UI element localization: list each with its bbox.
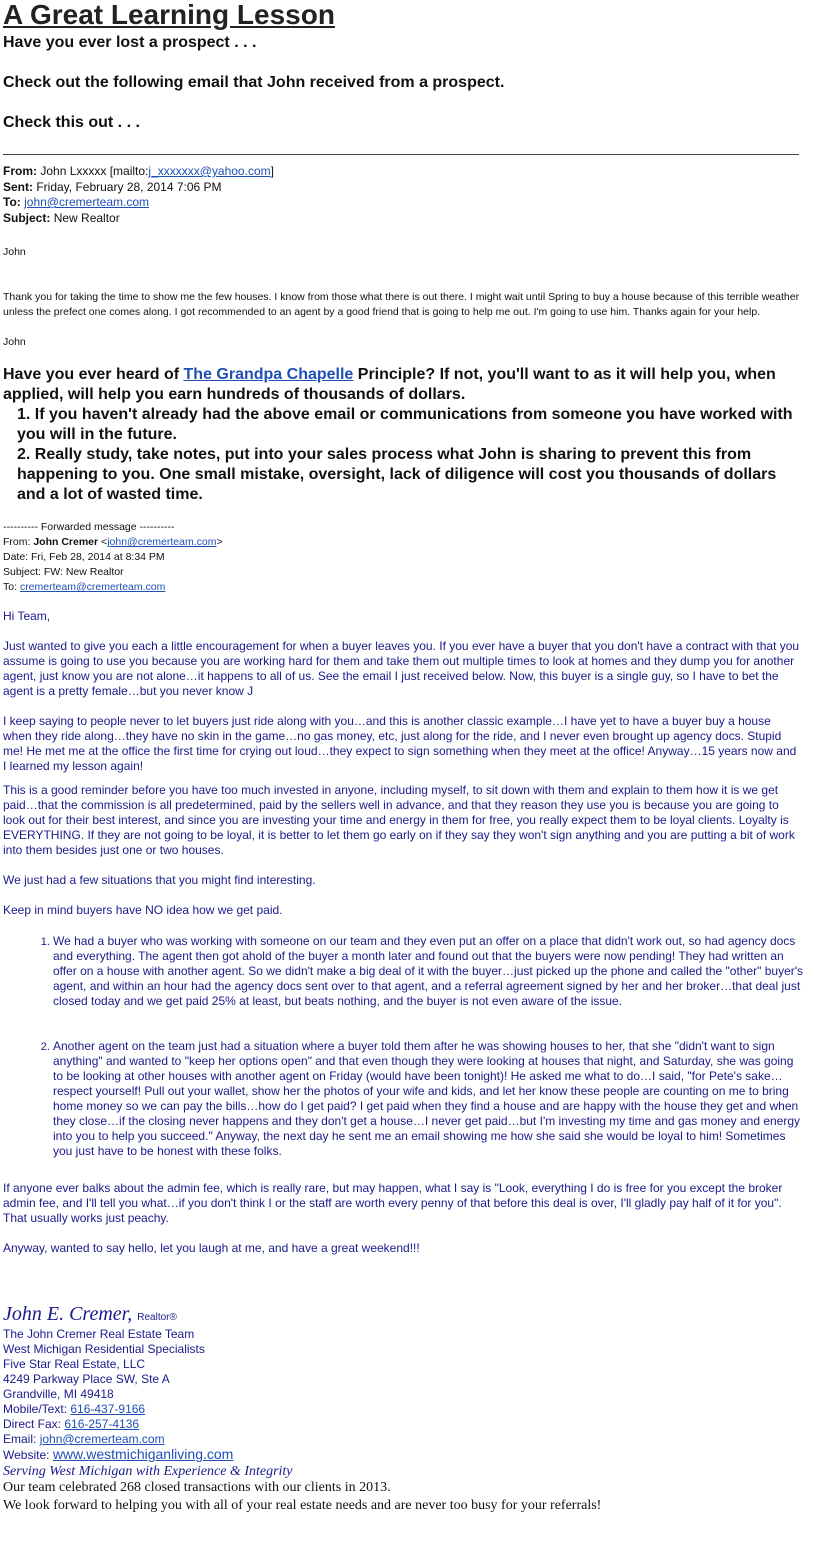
divider (3, 154, 799, 155)
team-paragraph-2: I keep saying to people never to let buyers just ride along with you…and this is another classic example…I have yet to have a buyer buy a house when they ride along…they have no skin in the game…no gas money, etc, just along for the ride, and I never even brought up agency docs. Stupid me! He met me at the office the first time for crying out loud…they expect to sign something when they meet at the office! Anyway…15 years now and I learned my lesson again! (3, 714, 797, 773)
email-body: Thank you for taking the time to show me the few houses. I know from those what there is out there. I might wait until Spring to buy a house because of this terrible weather unless the prefect one comes along. I got recommended to an agent by a good friend that is going to help me out. I'm going to use him. Thanks again for your help. (3, 291, 800, 318)
fwd-to-email-link[interactable]: cremerteam@cremerteam.com (19, 581, 166, 593)
forward-divider: ---------- Forwarded message ---------- (3, 521, 175, 533)
signature-name (3, 1303, 177, 1326)
list-item: 1. We had a buyer who was working with someone on our team and they even put an offer on a place that didn't work out, so had agency docs and everything. The agent then got ahold of the buyer a month later and found out that the buyers were now pending! They had written an offer on a house with another agent. So we didn't make a big deal of it with the buyer…just picked up the phone and called the "other" buyer's agent, and within an hour had the agency docs sent over to that agent, and a referral agreement signed by her and her broker…that deal just closed today and we get paid 25% at least, but beats nothing, and the buyer is not even aware of the issue. (53, 934, 805, 1009)
sig-company: Five Star Real Estate, LLC (3, 1357, 146, 1371)
subject-label: Subject: (3, 210, 51, 225)
sig-email-label: Email: (3, 1432, 40, 1446)
team-paragraph-1: Just wanted to give you each a little encouragement for when a buyer leaves you. If you ever have a buyer that you don't have a contract with that you assume is going to use you because you are working hard for them and take them out multiple times to look at homes and they dump you for another agent, just know you are not alone…it happens to all of us. See the email I just received below. Now, this buyer is a single guy, so I have to bet the agent is a pretty female…but you never know J (3, 639, 800, 698)
sig-team: The John Cremer Real Estate Team (3, 1327, 195, 1341)
team-greeting: Hi Team, (3, 609, 51, 623)
sig-address-2: Grandville, MI 49418 (3, 1387, 114, 1401)
fwd-from-label: From: (3, 536, 34, 548)
sig-mobile-label: Mobile/Text: (3, 1402, 71, 1416)
fwd-from-open: < (98, 536, 108, 548)
list-item: 2. Another agent on the team just had a situation where a buyer told them after he was showing houses to her, that she "didn't want to sign anything" and wanted to "keep her options open" and that even though they were looking at houses that night, and Saturday, she was going to be looking at other houses with another agent on Friday (would have been tonight)! He asked me what to do…I said, "for Pete's sake…respect yourself! Pull out your wallet, show her the photos of your wife and kids, and let her know these people are counting on me to bring home money so we can pay the bills…how do I get paid? I get paid when they find a house and are happy with the house they get and when they close…if the closing never happens and they don't get a house…I never get paid…but I'm investing my time and gas money and energy into you to help you succeed." Anyway, the next day he sent me an email showing me how she said she would be loyal to him! Sometimes you just have to be honest with these folks. (53, 1039, 805, 1159)
sig-serving: Serving West Michigan with Experience & Integrity (3, 1464, 293, 1479)
sent-label: Sent: (3, 179, 33, 194)
sig-referrals: We look forward to helping you with all of your real estate needs and are never too busy for your referrals! (3, 1498, 602, 1513)
subject-value: New Realtor (53, 210, 120, 225)
signature-block (3, 1327, 601, 1515)
sig-fax-label: Direct Fax: (3, 1417, 65, 1431)
team-paragraph-7: Anyway, wanted to say hello, let you laugh at me, and have a great weekend!!! (3, 1241, 420, 1255)
fwd-from-email-link[interactable]: john@cremerteam.com (107, 536, 217, 548)
principle-rest: Principle? If not, you'll want to as it will help you, when applied, will help you earn hundreds of thousands of dollars. (3, 366, 776, 403)
intro-line-2: Check out the following email that John received from a prospect. (3, 74, 505, 91)
sig-celebrated: Our team celebrated 268 closed transactions with our clients in 2013. (3, 1480, 391, 1495)
sig-website-link[interactable]: www.westmichiganliving.com (52, 1446, 234, 1462)
team-paragraph-5: Keep in mind buyers have NO idea how we get paid. (3, 903, 283, 917)
principle-lead: Have you ever heard of (3, 366, 184, 383)
signature-name-text: John E. Cremer, (3, 1303, 133, 1325)
principle-item-2: 2. Really study, take notes, put into your sales process what John is sharing to prevent this from happening to you. One small mistake, oversight, lack of diligence will cost you thousands of dollars and a lot of wasted time. (17, 446, 777, 503)
sig-tagline: West Michigan Residential Specialists (3, 1342, 205, 1356)
email-greeting: John (3, 246, 26, 258)
team-paragraph-3: This is a good reminder before you have too much invested in anyone, including myself, to sit down with them and explain to them how it is we get paid…that the commission is all predetermined, paid by the sellers well in advance, and that they reason they use you is because you are going to look out for their best interest, and since you are investing your time and energy in them for free, you really expect them to be loyal clients. Loyalty is EVERYTHING. If they are not going to be loyal, it is better to let them go early on if they say they won't sign anything and you are putting a bit of work into them besides just one or two houses. (3, 783, 795, 857)
intro-line-3: Check this out . . . (3, 114, 140, 131)
fwd-subject: Subject: FW: New Realtor (3, 566, 124, 578)
to-label: To: (3, 195, 21, 209)
to-email-link[interactable]: john@cremerteam.com (24, 195, 149, 209)
sig-mobile-link[interactable]: 616-437-9166 (70, 1402, 146, 1416)
intro-line-1: Have you ever lost a prospect . . . (3, 34, 257, 51)
sent-value: Friday, February 28, 2014 7:06 PM (36, 179, 222, 194)
from-close: ] (270, 164, 274, 178)
situations-list (3, 934, 805, 1189)
realtor-mark: Realtor® (137, 1312, 177, 1323)
forward-header (3, 520, 223, 595)
sig-address-1: 4249 Parkway Place SW, Ste A (3, 1372, 170, 1386)
grandpa-chapelle-link[interactable]: The Grandpa Chapelle (183, 366, 354, 383)
from-name: John Lxxxxx [mailto: (40, 164, 149, 178)
email-signoff: John (3, 336, 26, 348)
principle-block (3, 365, 803, 505)
sig-email-link[interactable]: john@cremerteam.com (39, 1432, 165, 1446)
fwd-to-label: To: (3, 581, 20, 593)
email-header (3, 164, 274, 226)
from-label: From: (3, 164, 37, 178)
page-title: A Great Learning Lesson (3, 0, 335, 30)
sig-fax-link[interactable]: 616-257-4136 (64, 1417, 140, 1431)
sig-website-label: Website: (3, 1448, 53, 1462)
fwd-from-close: > (216, 536, 223, 548)
from-email-link[interactable]: j_xxxxxxx@yahoo.com (148, 164, 271, 178)
principle-item-1: 1. If you haven't already had the above email or communications from someone you have worked with you will in the future. (17, 406, 793, 443)
fwd-date: Date: Fri, Feb 28, 2014 at 8:34 PM (3, 551, 165, 563)
fwd-from-name: John Cremer (33, 536, 99, 548)
team-paragraph-6: If anyone ever balks about the admin fee, which is really rare, but may happen, what I say is "Look, everything I do is free for you except the broker admin fee, and I'll tell you what…if you don't think I or the staff are worth every penny of that before this deal is over, I'll gladly pay half of it for you". That usually works just peachy. (3, 1181, 783, 1225)
team-paragraph-4: We just had a few situations that you might find interesting. (3, 873, 316, 887)
